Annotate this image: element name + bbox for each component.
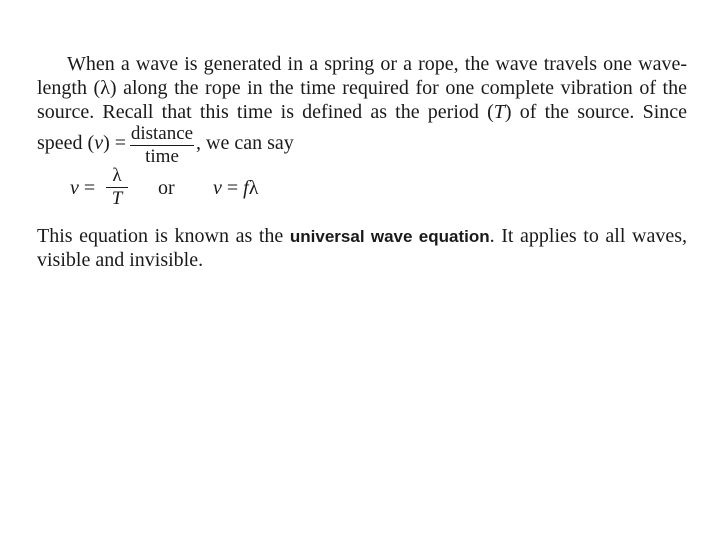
universal-wave-equation-term: universal wave equation: [289, 227, 490, 246]
fraction-denominator: time: [145, 146, 179, 167]
paragraph1-line1: When a wave is generated in a spring or a rope, the wave travels one wave-: [67, 53, 687, 75]
eq1-denominator: T: [111, 188, 123, 209]
eq1-v: v: [70, 177, 79, 199]
eq2-operator: =: [226, 177, 239, 199]
equation1-lhs: [70, 176, 95, 200]
speed-tail: , we can say: [196, 132, 294, 154]
paragraph1-line2: length (λ) along the rope in the time required for one complete vibration of the: [37, 77, 687, 99]
fraction-numerator: distance: [130, 123, 194, 144]
paragraph2-post: . It applies to all waves,: [489, 225, 687, 247]
equation2: [213, 176, 258, 200]
distance-over-time-fraction: [130, 124, 194, 167]
eq2-f: f: [243, 177, 249, 199]
speed-post: ) =: [103, 132, 127, 154]
eq1-operator: =: [83, 177, 96, 199]
paragraph1-line3-post: ) of the source. Since: [504, 101, 688, 123]
paragraph2-pre: This equation is known as the: [37, 225, 290, 247]
eq2-lambda: λ: [248, 177, 259, 199]
eq1-numerator: λ: [112, 165, 122, 186]
speed-symbol: v: [94, 132, 104, 154]
paragraph2-line1: [37, 224, 687, 249]
paragraph2-line2: visible and invisible.: [37, 249, 204, 271]
speed-pre: speed (: [37, 132, 95, 154]
speed-definition: [37, 131, 126, 155]
paragraph1-line3-pre: source. Recall that this time is defined as the period (: [37, 101, 494, 123]
or-connector: or: [158, 177, 175, 199]
eq2-v: v: [213, 177, 222, 199]
paragraph1-line3: [37, 100, 687, 124]
lambda-over-period-fraction: [106, 166, 128, 209]
period-symbol: T: [493, 101, 505, 123]
